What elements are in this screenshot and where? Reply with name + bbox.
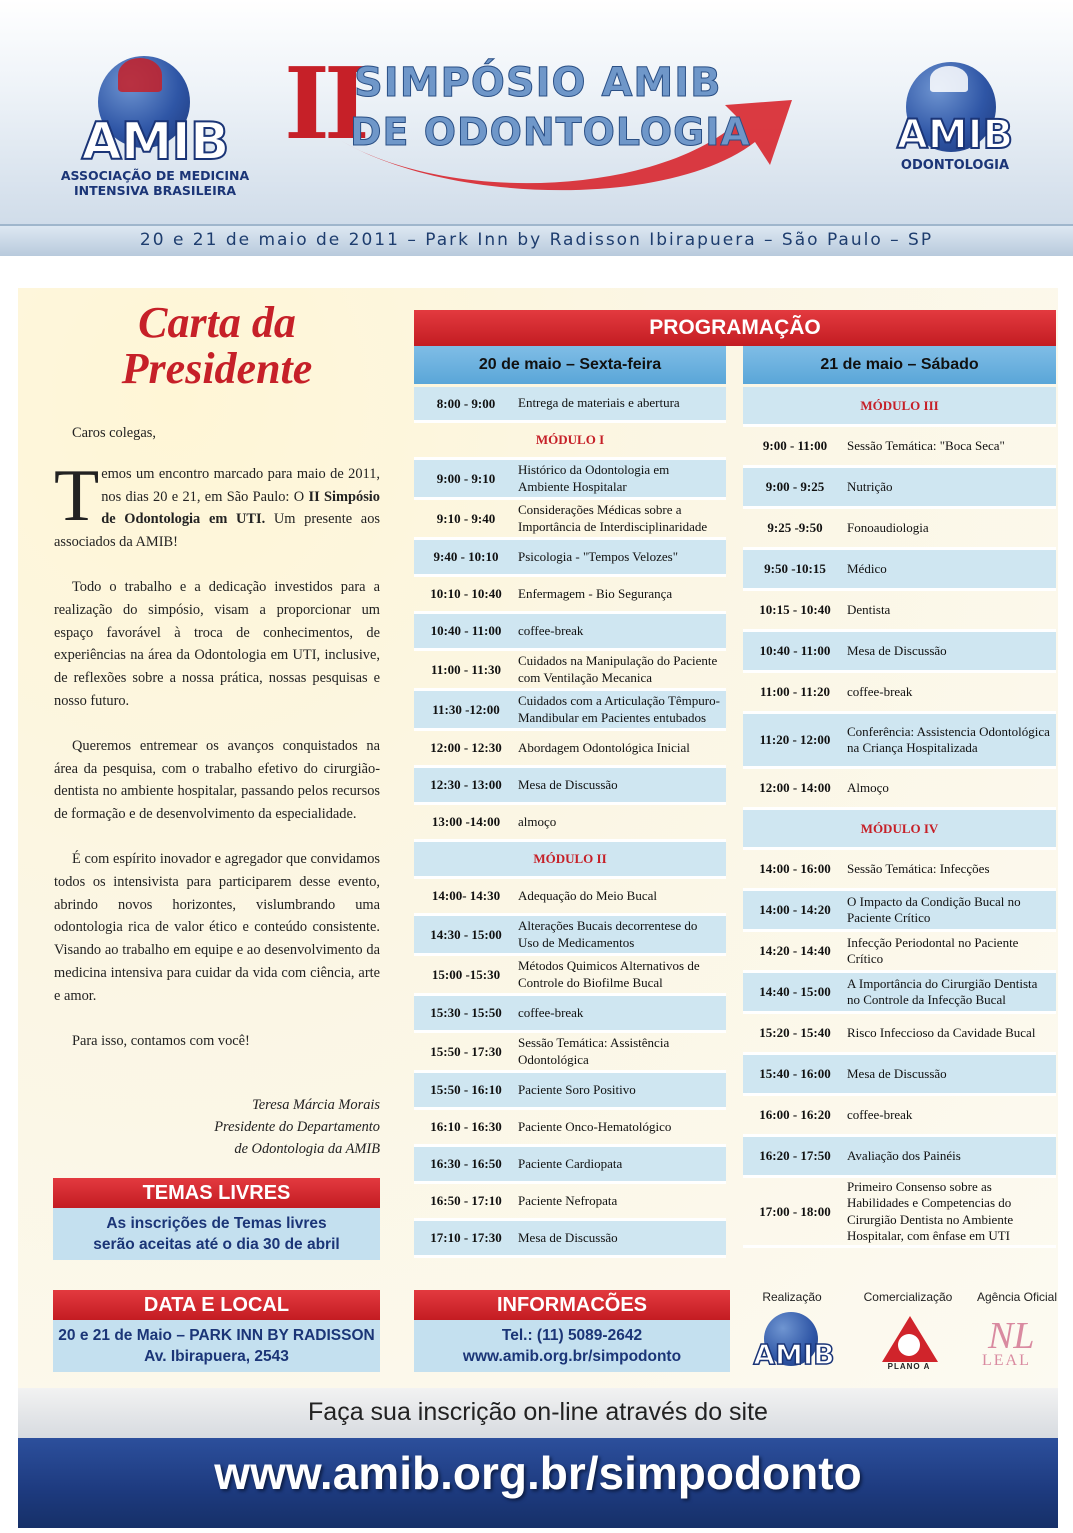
day-1-heading: 20 de maio – Sexta-feira (414, 346, 726, 384)
day-2-schedule (743, 387, 1056, 1248)
schedule-row (743, 1055, 1056, 1096)
session-time: 15:20 - 15:40 (759, 1025, 831, 1040)
footer-url-link[interactable]: www.amib.org.br/simpodonto (214, 1447, 862, 1499)
letter-bold-text: II Simpósio de Odontologia em UTI. (101, 488, 381, 528)
session-title: coffee-break (847, 1106, 913, 1122)
session-time: 15:50 - 17:30 (430, 1043, 502, 1059)
temas-livres-heading: TEMAS LIVRES (53, 1178, 380, 1208)
schedule-row (414, 651, 726, 691)
schedule-row (743, 1014, 1056, 1055)
module-heading: MÓDULO III (743, 387, 1056, 427)
session-time: 9:10 - 9:40 (436, 510, 496, 526)
temas-livres-line: As inscrições de Temas livres (106, 1215, 327, 1232)
session-time: 14:30 - 15:00 (430, 926, 502, 942)
data-local-line: Av. Ibirapuera, 2543 (144, 1348, 289, 1365)
session-title: Fonoaudiologia (847, 519, 929, 535)
session-title: Sessão Temática: Assistência Odontológica (518, 1035, 670, 1067)
day-2-heading: 21 de maio – Sábado (743, 346, 1056, 384)
letter-text: emos um encontro marcado para maio de 2011, nos dias 20 e 21, em São Paulo: O (101, 465, 380, 505)
session-time: 8:00 - 9:00 (436, 395, 496, 411)
schedule-row (743, 850, 1056, 891)
module-heading: MÓDULO II (414, 842, 726, 879)
plano-a-circle-icon (898, 1334, 920, 1356)
session-title: Considerações Médicas sobre a Importância de Interdisciplinaridade (518, 502, 708, 534)
amib-logo-subtitle: ASSOCIAÇÃO DE MEDICINA INTENSIVA BRASILEIRA (60, 168, 250, 198)
schedule-row (743, 973, 1056, 1014)
title-line-2: DE ODONTOLOGIA (350, 110, 751, 154)
session-title: Psicologia - "Tempos Velozes" (518, 548, 679, 564)
session-time: 14:20 - 14:40 (759, 943, 831, 958)
session-time: 9:25 -9:50 (767, 520, 823, 535)
letter-signature (54, 1094, 380, 1160)
schedule-row (414, 1184, 726, 1221)
amib-logo-word: AMIB (81, 112, 229, 172)
session-time: 10:15 - 10:40 (759, 602, 831, 617)
session-time: 14:00- 14:30 (431, 888, 501, 903)
day-1-schedule (414, 387, 726, 1258)
session-time: 11:00 - 11:20 (759, 684, 831, 699)
dropcap: T (54, 454, 100, 537)
session-title: Paciente Soro Positivo (518, 1081, 636, 1097)
schedule-row (743, 714, 1056, 769)
session-title: Paciente Cardiopata (518, 1155, 623, 1171)
session-time: 11:00 - 11:30 (430, 661, 502, 677)
letter-paragraph-1 (54, 454, 381, 554)
letter-paragraph-2: Todo o trabalho e a dedicação investidos para a realização do simpósio, visam a proporcionar um espaço favorável à troca de conhecimentos, de experiências na área da Odontologia em UTI, inclusive, de reflexões sobre a nossa prática, nossas pesquisas e nosso futuro. (54, 578, 380, 709)
schedule-row (414, 996, 726, 1033)
session-time: 16:10 - 16:30 (430, 1119, 502, 1134)
schedule-row (414, 691, 726, 731)
session-title: Conferência: Assistencia Odontológica na Criança Hospitalizada (847, 723, 1050, 755)
nl-leal-logo (976, 1314, 1052, 1376)
title-roman-numeral: II (284, 47, 364, 162)
session-title: Paciente Onco-Hematológico (518, 1118, 672, 1134)
realizacao-label: Realização (762, 1290, 822, 1304)
amib-logo-left (60, 56, 260, 206)
session-title: Mesa de Discussão (847, 642, 947, 658)
session-title: coffee-break (847, 683, 913, 699)
schedule-row (414, 1033, 726, 1073)
schedule-row (743, 673, 1056, 714)
schedule-row (414, 768, 726, 805)
session-time: 12:30 - 13:00 (430, 777, 502, 792)
letter-text: Um presente aos associados da AMIB! (54, 511, 380, 551)
temas-livres-line: serão aceitas até o dia 30 de abril (93, 1236, 340, 1253)
session-time: 13:00 -14:00 (431, 814, 501, 829)
session-title: Sessão Temática: "Boca Seca" (847, 437, 1005, 453)
letter-title-line-2: Presidente (121, 344, 313, 393)
schedule-row (414, 540, 726, 577)
session-title: Risco Infeccioso da Cavidade Bucal (847, 1024, 1036, 1040)
schedule-row (414, 614, 726, 651)
data-local-heading: DATA E LOCAL (53, 1290, 380, 1320)
letter-paragraph-3: Queremos entremear os avanços conquistados na área da pesquisa, com o trabalho efetivo do cirurgião-dentista no ambiente hospitalar, passando pelos recursos de formação e de desenvolvimento da especialidade. (54, 737, 380, 823)
schedule-row (414, 879, 726, 916)
schedule-row (414, 916, 726, 956)
schedule-row (743, 891, 1056, 932)
nl-monogram: NL (988, 1315, 1035, 1357)
session-title: Sessão Temática: Infecções (847, 860, 990, 876)
session-time: 16:20 - 17:50 (759, 1148, 831, 1163)
session-title: Métodos Quimicos Alternativos de Controle do Biofilme Bucal (518, 958, 700, 990)
schedule-row (414, 1073, 726, 1110)
session-title: Nutrição (847, 478, 893, 494)
session-title: O Impacto da Condição Bucal no Paciente Crítico (847, 893, 1021, 925)
info-website-link[interactable]: www.amib.org.br/simpodonto (462, 1348, 682, 1365)
event-date-location: 20 e 21 de maio de 2011 – Park Inn by Radisson Ibirapuera – São Paulo – SP (139, 230, 934, 250)
session-time: 17:10 - 17:30 (430, 1230, 502, 1245)
session-title: Mesa de Discussão (847, 1065, 947, 1081)
schedule-row (414, 500, 726, 540)
session-time: 15:50 - 16:10 (430, 1082, 502, 1097)
module-heading: MÓDULO IV (743, 810, 1056, 850)
session-time: 9:00 - 11:00 (762, 438, 828, 453)
letter-title (52, 300, 382, 392)
session-time: 16:30 - 16:50 (430, 1156, 502, 1171)
schedule-row (414, 1147, 726, 1184)
session-time: 9:40 - 10:10 (433, 549, 499, 564)
schedule-row (743, 1178, 1056, 1248)
schedule-row (743, 1137, 1056, 1178)
session-time: 9:00 - 9:25 (765, 479, 825, 494)
session-time: 16:00 - 16:20 (759, 1107, 831, 1122)
informacoes-heading: INFORMACÕES (414, 1290, 730, 1320)
letter-title-line-1: Carta da (138, 298, 296, 347)
session-time: 15:40 - 16:00 (759, 1066, 831, 1081)
session-time: 14:00 - 16:00 (759, 861, 831, 876)
data-local-line: 20 e 21 de Maio – PARK INN BY RADISSON (58, 1327, 375, 1344)
session-title: Cuidados na Manipulação do Paciente com Ventilação Mecanica (518, 653, 718, 685)
session-time: 9:50 -10:15 (764, 561, 826, 576)
letter-paragraph-5: Para isso, contamos com você! (72, 1032, 250, 1049)
schedule-row (743, 427, 1056, 468)
schedule-row (414, 1110, 726, 1147)
schedule-row (414, 805, 726, 842)
session-title: Infecção Periodontal no Paciente Crítico (847, 934, 1019, 966)
informacoes-box (414, 1320, 730, 1372)
amib-sponsor-logo (748, 1312, 840, 1372)
schedule-row (414, 956, 726, 996)
schedule-row (743, 591, 1056, 632)
session-title: Mesa de Discussão (518, 776, 618, 792)
session-time: 15:00 -15:30 (431, 966, 501, 982)
amib-logo-word: AMIB (896, 112, 1014, 158)
session-time: 11:20 - 12:00 (759, 732, 831, 747)
module-heading: MÓDULO I (414, 423, 726, 460)
session-title: Almoço (847, 779, 889, 795)
plano-a-logo (878, 1316, 940, 1374)
session-title: Abordagem Odontológica Inicial (518, 739, 690, 755)
session-title: Adequação do Meio Bucal (518, 887, 657, 903)
amib-odontologia-logo (880, 62, 1040, 192)
session-time: 10:10 - 10:40 (430, 586, 502, 601)
session-title: Histórico da Odontologia em Ambiente Hospitalar (518, 462, 670, 494)
session-title: almoço (518, 813, 557, 829)
temas-livres-box (53, 1208, 380, 1260)
session-title: Mesa de Discussão (518, 1229, 618, 1245)
session-title: coffee-break (518, 1004, 584, 1020)
schedule-row (743, 509, 1056, 550)
session-time: 11:30 -12:00 (432, 701, 500, 717)
signature-role: Presidente do Departamento (214, 1119, 380, 1135)
session-title: A Importância do Cirurgião Dentista no Controle da Infecção Bucal (847, 975, 1038, 1007)
title-line-1: SIMPÓSIO AMIB (354, 60, 722, 106)
schedule-row (743, 468, 1056, 509)
footer-text: Faça sua inscrição on-line através do site (308, 1398, 768, 1426)
schedule-row (743, 550, 1056, 591)
data-local-box (53, 1320, 380, 1372)
info-phone: Tel.: (11) 5089-2642 (501, 1327, 643, 1344)
session-title: Dentista (847, 601, 891, 617)
session-title: Cuidados com a Articulação Têmpuro-Mandibular em Pacientes entubados (518, 693, 720, 725)
session-title: Enfermagem - Bio Segurança (518, 585, 673, 601)
session-time: 9:00 - 9:10 (436, 470, 496, 486)
schedule-row (414, 577, 726, 614)
letter-body (54, 422, 380, 1052)
session-time: 12:00 - 12:30 (430, 740, 502, 755)
schedule-row (743, 932, 1056, 973)
plano-a-word: PLANO A (887, 1362, 931, 1371)
amib-logo-subtitle: ODONTOLOGIA (900, 158, 1010, 173)
session-time: 10:40 - 11:00 (759, 643, 831, 658)
session-time: 15:30 - 15:50 (430, 1005, 502, 1020)
comercializacao-label: Comercialização (863, 1290, 953, 1304)
session-time: 10:40 - 11:00 (430, 623, 502, 638)
session-time: 16:50 - 17:10 (430, 1193, 502, 1208)
session-title: Primeiro Consenso sobre as Habilidades e Competencias do Cirurgião Dentista no Ambiente Hospitalar, com ênfase em UTI (847, 1178, 1014, 1243)
session-time: 14:40 - 15:00 (759, 984, 831, 999)
schedule-row (743, 1096, 1056, 1137)
session-title: Médico (847, 560, 887, 576)
schedule-row (743, 769, 1056, 810)
session-time: 12:00 - 14:00 (759, 780, 831, 795)
schedule-row (414, 460, 726, 500)
schedule-row (414, 731, 726, 768)
letter-greeting: Caros colegas, (72, 425, 156, 441)
session-title: Entrega de materiais e abertura (518, 395, 680, 411)
signature-name: Teresa Márcia Morais (252, 1097, 380, 1113)
session-title: Alterações Bucais decorrentese do Uso de Medicamentos (518, 918, 698, 950)
session-title: Avaliação dos Painéis (847, 1147, 961, 1163)
session-time: 17:00 - 18:00 (759, 1203, 831, 1219)
schedule-row (743, 632, 1056, 673)
schedule-row (414, 387, 726, 423)
nl-leal-word: LEAL (982, 1352, 1031, 1369)
letter-paragraph-4: É com espírito inovador e agregador que convidamos todos os intensivista para participarem desse evento, abrindo novos horizontes, vislumbrando uma odontologia rica de valor ético e conteúdo consistente. Visando ao trabalho em equipe e ao desenvolvimento da medicina intensiva para cuidar da vida com ciência, arte e amor. (54, 850, 380, 1004)
schedule-row (414, 1221, 726, 1258)
amib-sponsor-word: AMIB (753, 1338, 835, 1371)
session-title: Paciente Nefropata (518, 1192, 618, 1208)
agencia-label: Agência Oficial (976, 1290, 1058, 1304)
session-time: 14:00 - 14:20 (759, 902, 831, 917)
session-title: coffee-break (518, 622, 584, 638)
programacao-heading: PROGRAMAÇÃO (414, 310, 1056, 346)
signature-role: de Odontologia da AMIB (234, 1141, 380, 1157)
